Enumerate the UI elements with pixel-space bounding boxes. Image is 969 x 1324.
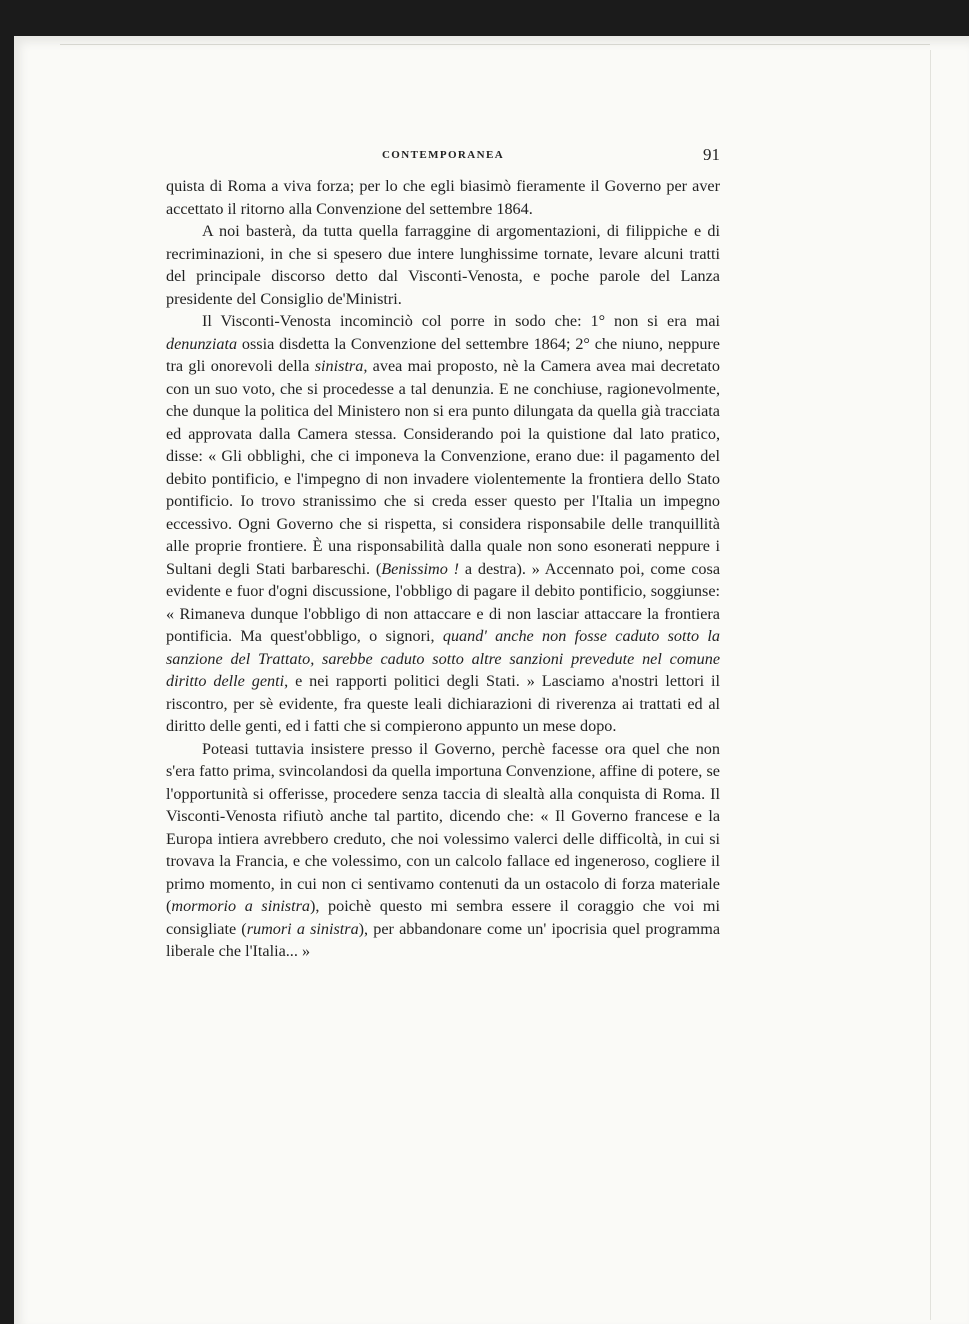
page-header <box>166 145 720 169</box>
paragraph-4-text-e: ), per abbandonare come un' ipocrisia quel programma liberale che l'Italia... » <box>166 919 721 960</box>
paragraph-4-italic-d: rumori a sinistra <box>246 919 359 938</box>
paragraph-3-italic-b: denunziata <box>166 334 238 353</box>
paragraph-3-italic-f: Benissimo ! <box>381 559 460 578</box>
paragraph-1: quista di Roma a viva forza; per lo che egli biasimò fieramente il Governo per aver accettato il ritorno alla Convenzione del settembre 1864. <box>166 177 720 218</box>
paragraph-3 <box>166 310 720 738</box>
paragraph-3-italic-h: quand' anche non fosse caduto sotto la sanzione del Trattato, sarebbe caduto sotto altre sanzioni prevedute nel comune diritto delle genti <box>166 627 720 690</box>
paragraph-2: A noi basterà, da tutta quella farraggine di argomentazioni, di filippiche e di recriminazioni, in che si spesero due intere lunghissime tornate, levare alcuni tratti del principale discorso detto dal Visconti-Venosta, e poche parole del Lanza presidente del Consiglio de'Ministri. <box>166 222 720 308</box>
paragraph-3-text-a: Il Visconti-Venosta incominciò col porre in sodo che: 1° non si era mai <box>202 312 720 330</box>
body-text <box>166 175 720 963</box>
paragraph-3-italic-d: sinistra, <box>314 357 368 375</box>
page-fold-line <box>60 44 930 65</box>
paragraph-3-text-e: avea mai proposto, nè la Camera avea mai decretato con un suo voto, che si procedesse a tal denunzia. E ne conchiuse, ragionevolmente, che dunque la politica del Ministero non si era punto dilungata da quella già tracciata ed approvata dalla Camera stessa. Considerando poi la quistione dal lato pratico, disse: « Gli obblighi, che ci imponeva la Convenzione, erano due: il pagamento del debito pontificio, e l'impegno di non invadere violentemente la frontiera dello Stato pontificio. Io trovo stranissimo che si creda esser questo per l'Italia un impegno eccessivo. Ogni Governo che si rispetta, si considera risponsabile delle tranquillità alle proprie frontiere. È una risponsabilità dalla quale non sono esonerati neppure i Sultani degli Stati barbareschi. ( <box>166 357 720 578</box>
paragraph-4-text-c: ), poichè questo mi sembra essere il coraggio che voi mi consigliate ( <box>166 897 721 938</box>
scan-border-left <box>0 0 14 1324</box>
paragraph-4-italic-b: mormorio a sinistra <box>171 897 311 915</box>
paragraph-3-text-c: ossia disdetta la Convenzione del settembre 1864; 2° che niuno, neppure tra gli onorevoli della <box>166 334 720 375</box>
paragraph-3-text-g: a destra). » Accennato poi, come cosa evidente e fuor d'ogni discussione, l'obbligo di pagare il debito pontificio, soggiunse: « Rimaneva dunque l'obbligo di non attaccare e di non lasciar attaccare la frontiera pontificia. Ma quest'obbligo, o signori, <box>166 559 721 645</box>
page-edge-line <box>930 50 931 1320</box>
page-number: 91 <box>703 145 720 164</box>
running-head: CONTEMPORANEA <box>381 149 505 161</box>
paragraph-3-text-i: , e nei rapporti politici degli Stati. » Lasciamo a'nostri lettori il riscontro, per sè evidente, fra queste leali dichiarazioni di riverenza ai trattati ed al diritto delle genti, ed i fatti che si compierono appunto un mese dopo. <box>166 672 720 735</box>
paragraph-4-text-a: Poteasi tuttavia insistere presso il Governo, perchè facesse ora quel che non s'era fatto prima, svincolandosi da quella importuna Convenzione, affine di potere, se l'opportunità si offerisse, procedere senza taccia di slealtà alla conquista di Roma. Il Visconti-Venosta rifiutò anche tal partito, dicendo che: « Il Governo francese e la Europa intiera avrebbero creduto, che noi volessimo valerci delle difficoltà, in cui si trovava la Francia, e che volessimo, con un calcolo fallace ed ingeneroso, cogliere il primo momento, in cui non ci sentivamo contenuti da un ostacolo di forza materiale ( <box>166 739 720 915</box>
paragraph-4 <box>166 738 720 963</box>
